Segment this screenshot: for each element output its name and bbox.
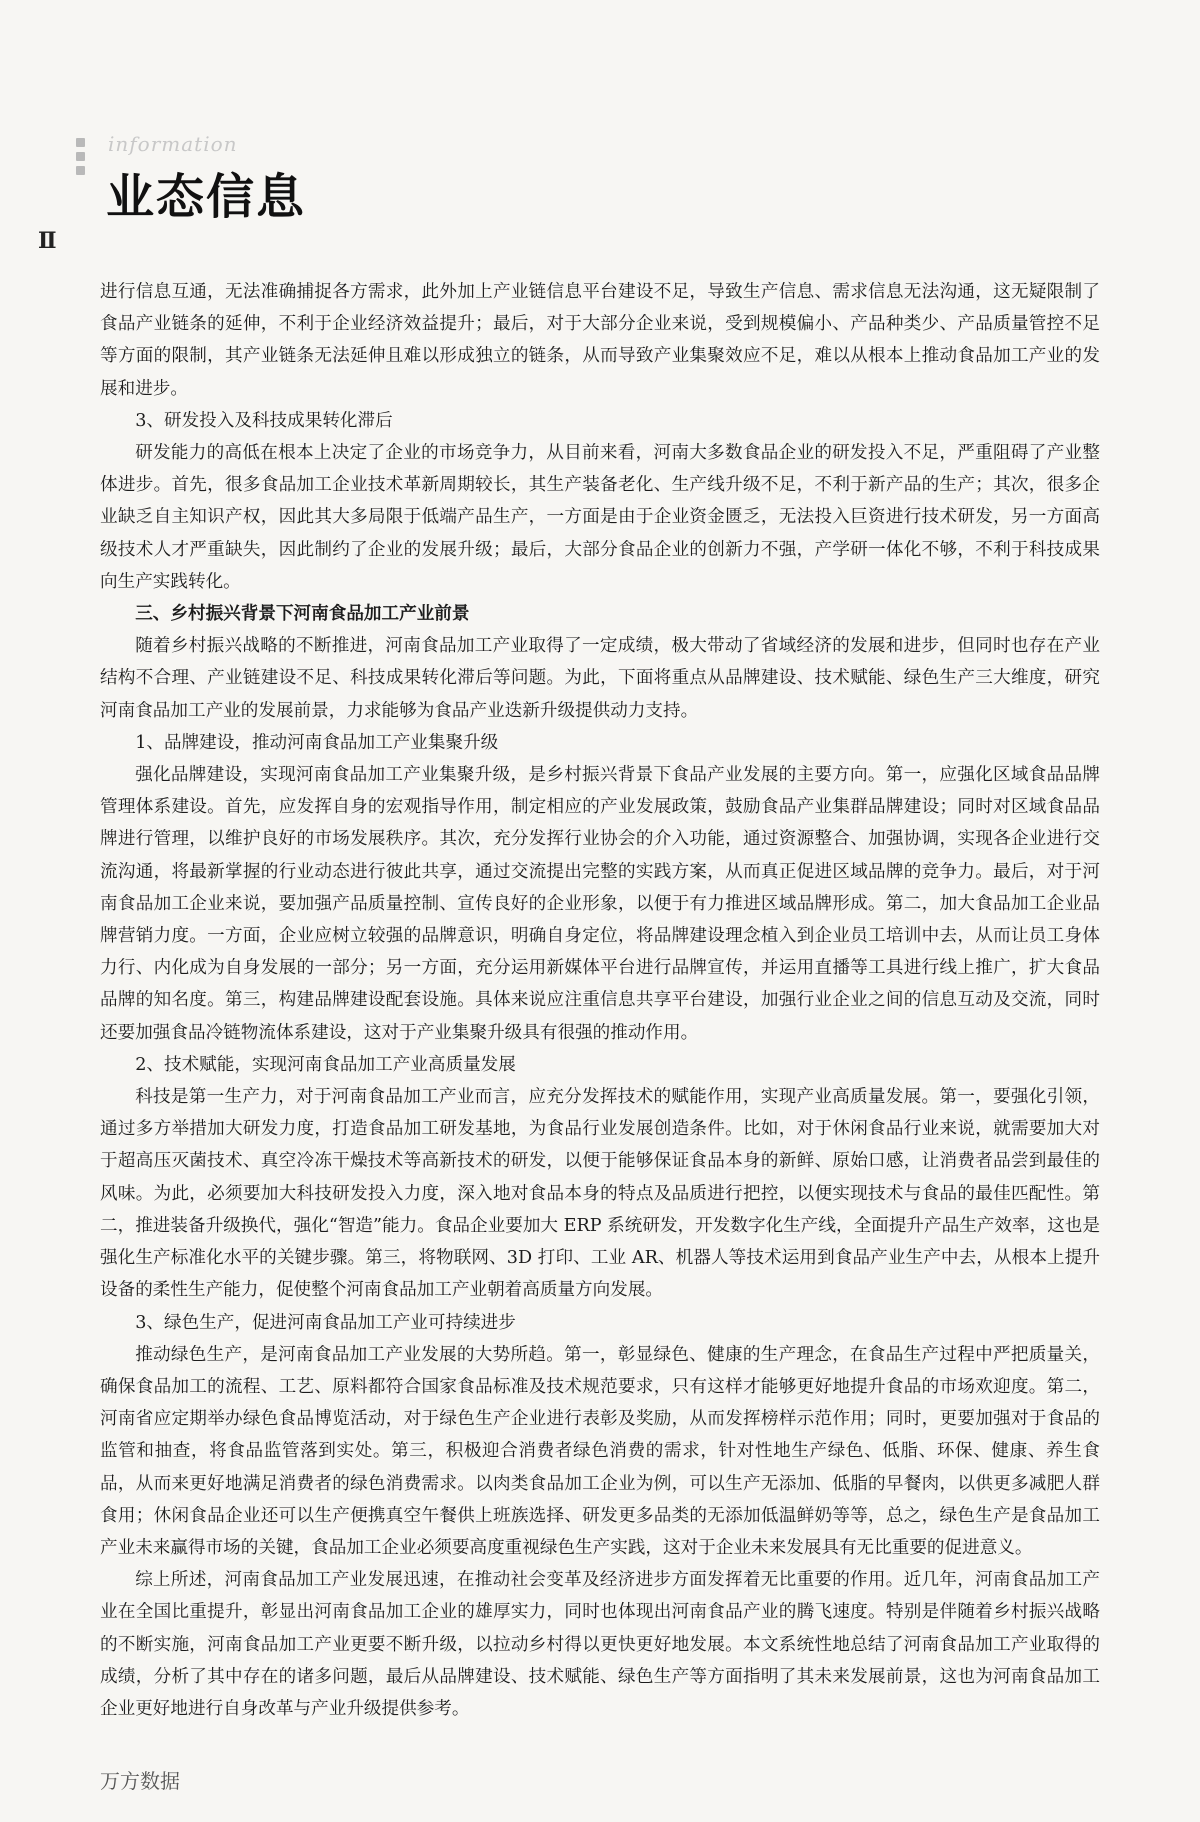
section-header <box>68 128 368 225</box>
article-body <box>100 276 1100 1725</box>
subheading: 2、技术赋能，实现河南食品加工产业高质量发展 <box>135 1054 516 1075</box>
footer-watermark: 万方数据 <box>100 1769 180 1793</box>
paragraph: 科技是第一生产力，对于河南食品加工产业而言，应充分发挥技术的赋能作用，实现产业高质量发展。第一，要强化引领，通过多方举措加大研发力度，打造食品加工研发基地，为食品行业发展创造条件。比如，对于休闲食品行业来说，就需要加大对于超高压灭菌技术、真空冷冻干燥技术等高新技术的研发，以便于能够保证食品本身的新鲜、原始口感，让消费者品尝到最佳的风味。为此，必须要加大科技研发投入力度，深入地对食品本身的特点及品质进行把控，以便实现技术与食品的最佳匹配性。第二，推进装备升级换代，强化“智造”能力。食品企业要加大 ERP 系统研发，开发数字化生产线，全面提升产品生产效率，这也是强化生产标准化水平的关键步骤。第三，将物联网、3D 打印、工业 AR、机器人等技术运用到食品产业生产中去，从根本上提升设备的柔性生产能力，促使整个河南食品加工产业朝着高质量方向发展。 <box>100 1087 1100 1301</box>
page-marker: Ⅱ <box>38 228 57 254</box>
paragraph: 强化品牌建设，实现河南食品加工产业集聚升级，是乡村振兴背景下食品产业发展的主要方向。第一，应强化区域食品品牌管理体系建设。首先，应发挥自身的宏观指导作用，制定相应的产业发展政策，鼓励食品产业集群品牌建设；同时对区域食品品牌进行管理，以维护良好的市场发展秩序。其次，充分发挥行业协会的介入功能，通过资源整合、加强协调，实现各企业进行交流沟通，将最新掌握的行业动态进行彼此共享，通过交流提出完整的实践方案，从而真正促进区域品牌的竞争力。最后，对于河南食品加工企业来说，要加强产品质量控制、宣传良好的企业形象，以便于有力推进区域品牌形成。第二，加大食品加工企业品牌营销力度。一方面，企业应树立较强的品牌意识，明确自身定位，将品牌建设理念植入到企业员工培训中去，从而让员工身体力行、内化成为自身发展的一部分；另一方面，充分运用新媒体平台进行品牌宣传，并运用直播等工具进行线上推广，扩大食品品牌的知名度。第三，构建品牌建设配套设施。具体来说应注重信息共享平台建设，加强行业企业之间的信息互动及交流，同时还要加强食品冷链物流体系建设，这对于产业集聚升级具有很强的推动作用。 <box>100 765 1100 1043</box>
subheading: 1、品牌建设，推动河南食品加工产业集聚升级 <box>135 732 499 753</box>
paragraph: 随着乡村振兴战略的不断推进，河南食品加工产业取得了一定成绩，极大带动了省域经济的发展和进步，但同时也存在产业结构不合理、产业链建设不足、科技成果转化滞后等问题。为此，下面将重点从品牌建设、技术赋能、绿色生产三大维度，研究河南食品加工产业的发展前景，力求能够为食品产业迭新升级提供动力支持。 <box>100 636 1100 721</box>
header-title: 业态信息 <box>106 169 307 225</box>
paragraph: 推动绿色生产，是河南食品加工产业发展的大势所趋。第一，彰显绿色、健康的生产理念，在食品生产过程中严把质量关，确保食品加工的流程、工艺、原料都符合国家食品标准及技术规范要求，只有这样才能够更好地提升食品的市场欢迎度。第二，河南省应定期举办绿色食品博览活动，对于绿色生产企业进行表彰及奖励，从而发挥榜样示范作用；同时，更要加强对于食品的监管和抽查，将食品监管落到实处。第三，积极迎合消费者绿色消费的需求，针对性地生产绿色、低脂、环保、健康、养生食品，从而来更好地满足消费者的绿色消费需求。以肉类食品加工企业为例，可以生产无添加、低脂的早餐肉，以供更多减肥人群食用；休闲食品企业还可以生产便携真空午餐供上班族选择、研发更多品类的无添加低温鲜奶等等，总之，绿色生产是食品加工产业未来赢得市场的关键，食品加工企业必须要高度重视绿色生产实践，这对于企业未来发展具有无比重要的促进意义。 <box>100 1344 1100 1558</box>
subheading: 3、绿色生产，促进河南食品加工产业可持续进步 <box>135 1312 516 1333</box>
section-heading: 三、乡村振兴背景下河南食品加工产业前景 <box>135 603 470 625</box>
paragraph: 研发能力的高低在根本上决定了企业的市场竞争力，从目前来看，河南大多数食品企业的研发投入不足，严重阻碍了产业整体进步。首先，很多食品加工企业技术革新周期较长，其生产装备老化、生产线升级不足，不利于新产品的生产；其次，很多企业缺乏自主知识产权，因此其大多局限于低端产品生产，一方面是由于企业资金匮乏，无法投入巨资进行技术研发，另一方面高级技术人才严重缺失，因此制约了企业的发展升级；最后，大部分食品企业的创新力不强，产学研一体化不够，不利于科技成果向生产实践转化。 <box>100 443 1100 592</box>
paragraph: 综上所述，河南食品加工产业发展迅速，在推动社会变革及经济进步方面发挥着无比重要的作用。近几年，河南食品加工产业在全国比重提升，彰显出河南食品加工企业的雄厚实力，同时也体现出河南食品产业的腾飞速度。特别是伴随着乡村振兴战略的不断实施，河南食品加工产业更要不断升级，以拉动乡村得以更快更好地发展。本文系统性地总结了河南食品加工产业取得的成绩，分析了其中存在的诸多问题，最后从品牌建设、技术赋能、绿色生产等方面指明了其未来发展前景，这也为河南食品加工企业更好地进行自身改革与产业升级提供参考。 <box>100 1570 1100 1719</box>
header-decoration <box>68 134 92 198</box>
header-subtitle: information <box>108 132 238 156</box>
subheading: 3、研发投入及科技成果转化滞后 <box>135 410 393 431</box>
paragraph: 进行信息互通，无法准确捕捉各方需求，此外加上产业链信息平台建设不足，导致生产信息、需求信息无法沟通，这无疑限制了食品产业链条的延伸，不利于企业经济效益提升；最后，对于大部分企业来说，受到规模偏小、产品种类少、产品质量管控不足等方面的限制，其产业链条无法延伸且难以形成独立的链条，从而导致产业集聚效应不足，难以从根本上推动食品加工产业的发展和进步。 <box>100 282 1100 399</box>
